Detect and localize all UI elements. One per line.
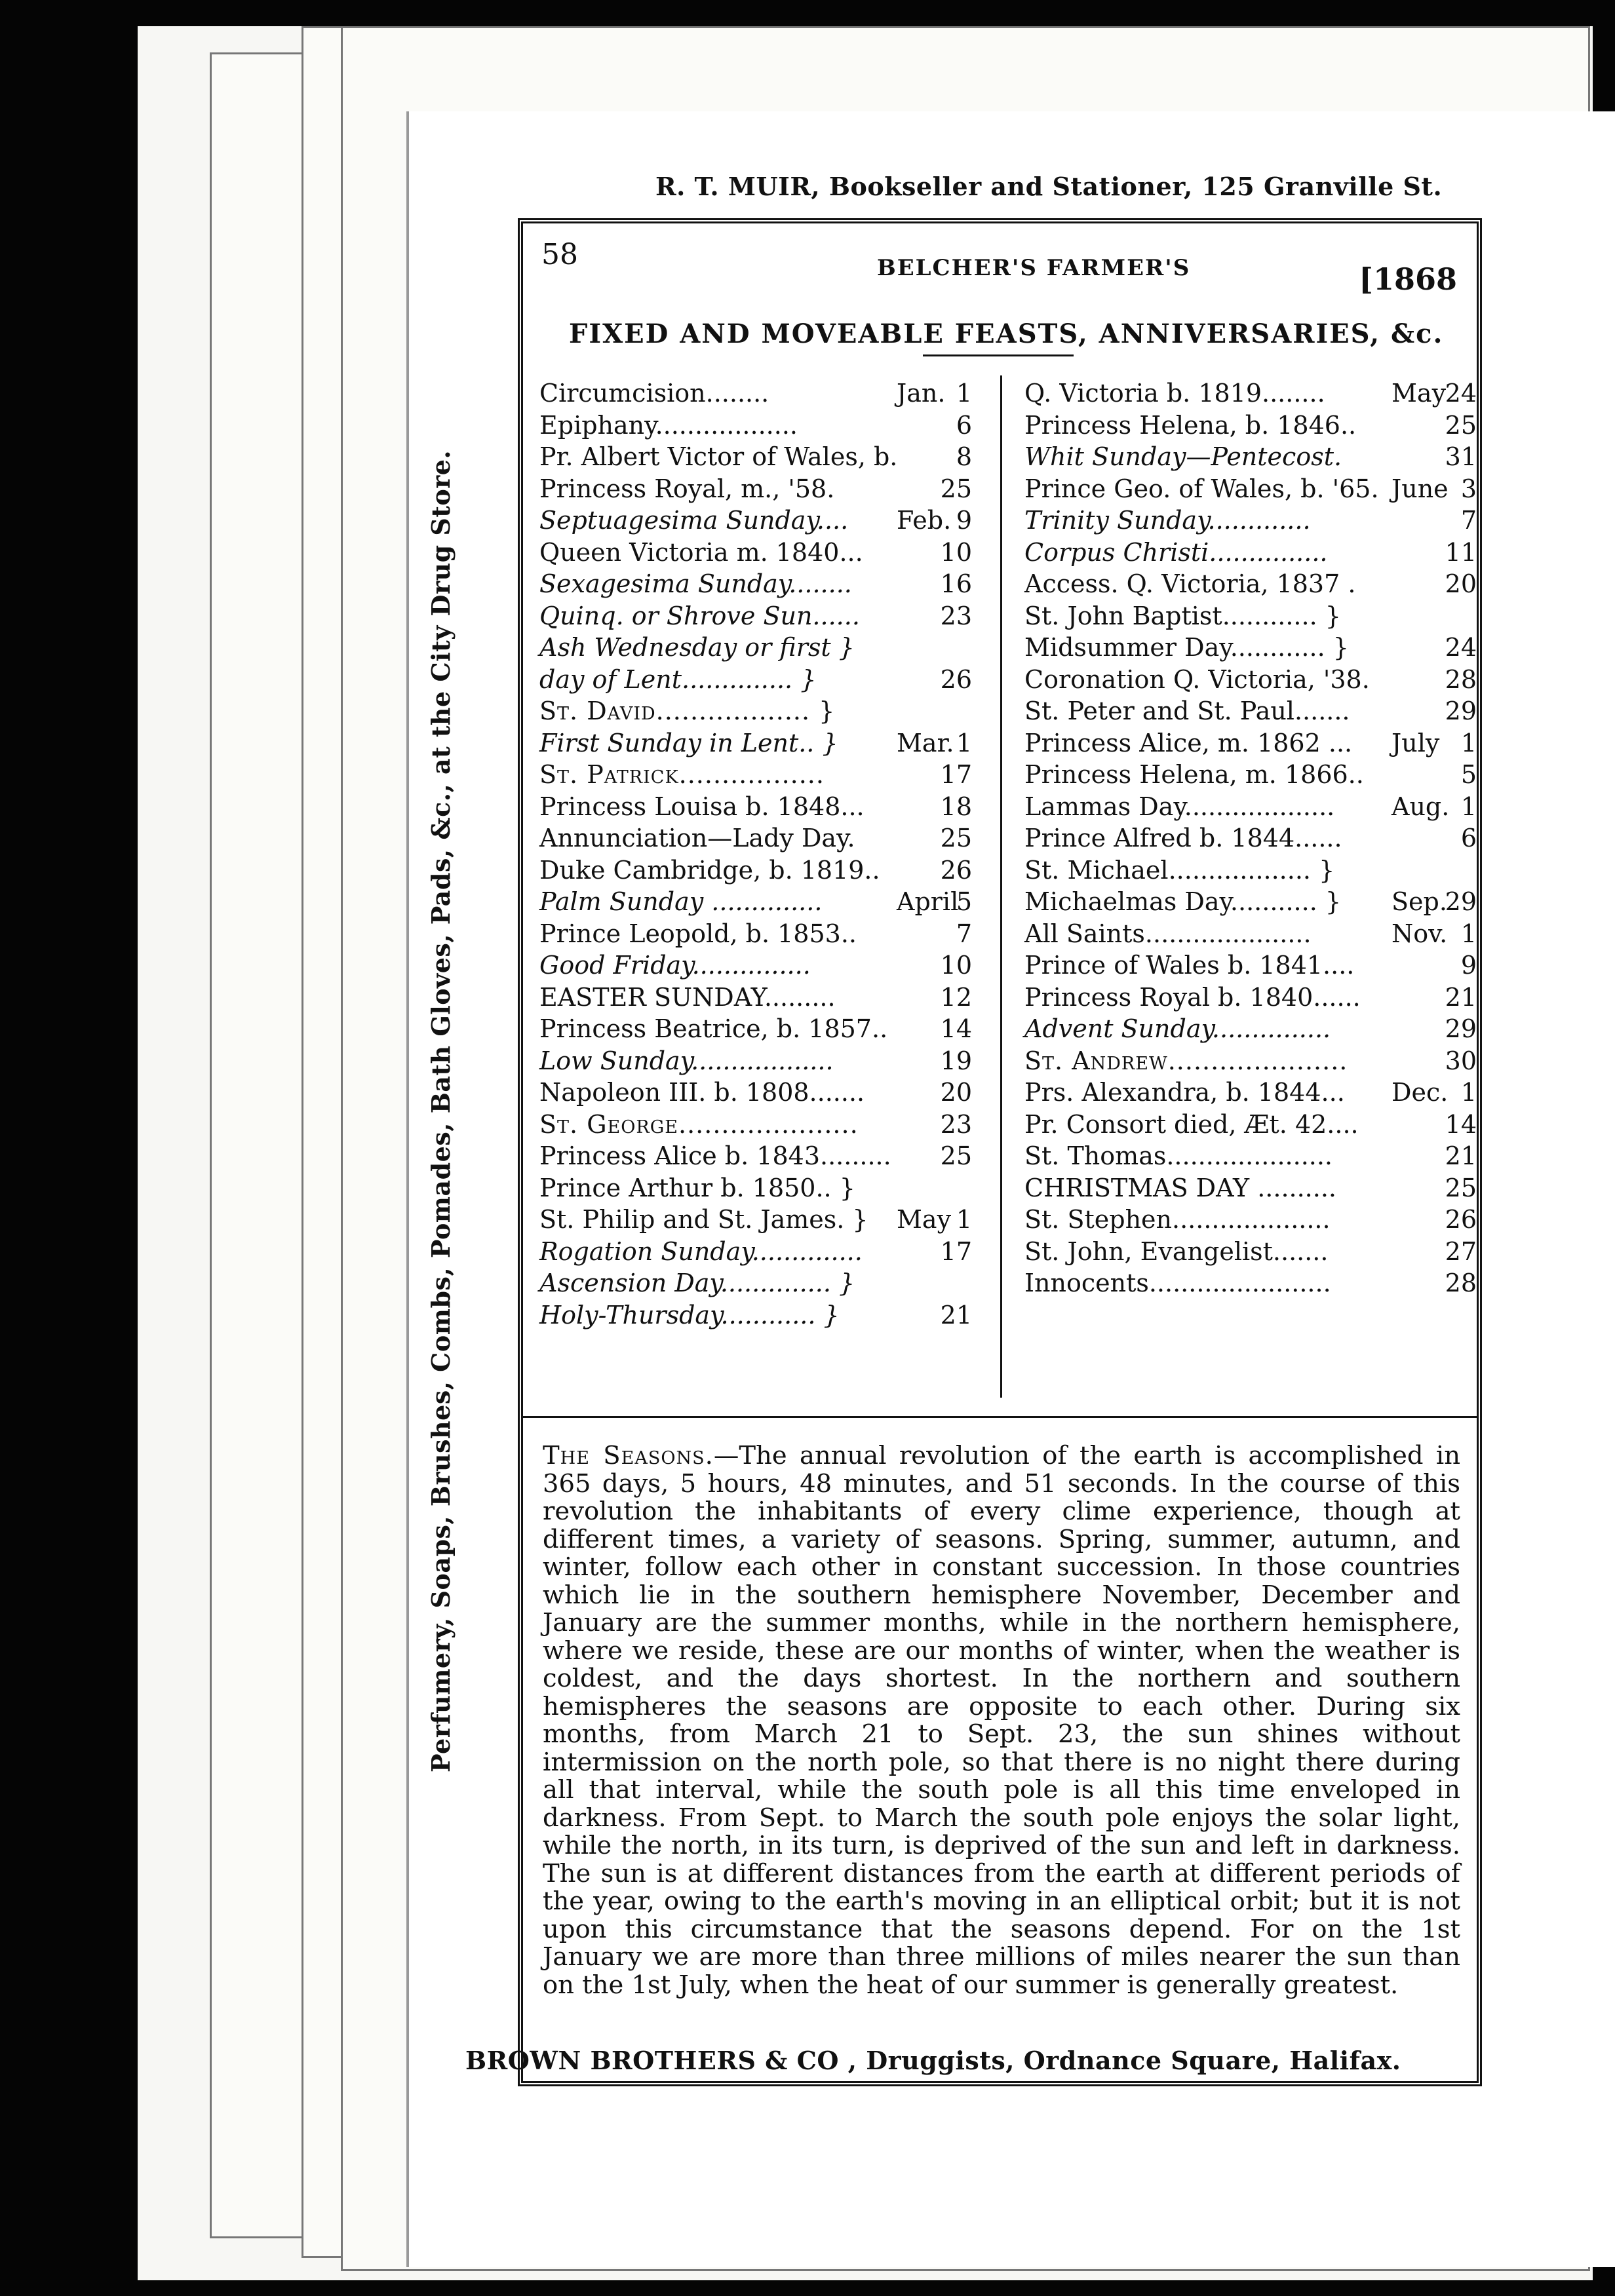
feast-entry (1024, 886, 1477, 918)
feast-day: 5 (956, 887, 972, 916)
running-header: R. T. MUIR, Bookseller and Stationer, 125 Granville St. (655, 172, 1443, 201)
feast-month: Mar. (897, 728, 954, 757)
feast-name: St. John Baptist............ } (1024, 601, 1341, 630)
feast-month: April (897, 887, 959, 916)
feast-name: Circumcision........ (539, 379, 769, 408)
feast-month: Aug. (1391, 792, 1450, 821)
feast-entry (539, 1172, 972, 1204)
feast-entry (1024, 1013, 1477, 1045)
feast-day: 10 (940, 537, 972, 567)
feast-day: 14 (940, 1014, 972, 1043)
feast-day: 19 (940, 1046, 972, 1075)
feast-name: Prs. Alexandra, b. 1844... (1024, 1078, 1345, 1107)
feast-name: Holy-Thursday............ } (539, 1300, 840, 1330)
feast-name: Ash Wednesday or first } (539, 633, 855, 662)
feast-entry (1024, 473, 1477, 505)
feast-day: 30 (1445, 1046, 1477, 1075)
feast-entry (1024, 377, 1477, 410)
feast-day: 11 (1445, 537, 1477, 567)
feast-entry (539, 791, 972, 823)
feast-entry (539, 727, 972, 759)
feast-name: Annunciation—Lady Day. (539, 824, 855, 852)
feast-name: Princess Louisa b. 1848... (539, 792, 865, 821)
feast-day: 1 (1460, 792, 1477, 821)
section-title: FIXED AND MOVEABLE FEASTS, ANNIVERSARIES, &c. (569, 318, 1444, 349)
feast-month: Sep. (1391, 887, 1447, 916)
feast-name: Pr. Albert Victor of Wales, b. (539, 442, 898, 471)
feast-month: July (1391, 728, 1440, 757)
feast-day: 7 (1460, 506, 1477, 535)
feast-entry (1024, 410, 1477, 442)
feast-day: 21 (1445, 982, 1477, 1012)
feast-name: Epiphany.................. (539, 410, 798, 440)
year-label: [1868 (1359, 261, 1457, 297)
feast-name: Septuagesima Sunday.... (539, 506, 849, 535)
feast-name: Princess Royal b. 1840...... (1024, 982, 1361, 1012)
feast-entry (539, 854, 972, 887)
feast-entry (539, 1109, 972, 1141)
feast-day: 25 (940, 1141, 972, 1170)
feast-day: 23 (940, 601, 972, 630)
feast-name: Good Friday............... (539, 951, 811, 980)
feast-name: First Sunday in Lent.. } (539, 728, 838, 757)
feast-entry (1024, 1236, 1477, 1268)
feast-day: 21 (940, 1300, 972, 1330)
feast-entry (1024, 949, 1477, 982)
feast-name: Princess Helena, m. 1866.. (1024, 760, 1364, 789)
feast-entry (539, 1045, 972, 1077)
feast-name: Prince Leopold, b. 1853.. (539, 919, 857, 948)
feast-entry (1024, 727, 1477, 759)
feast-name: St. George..................... (539, 1109, 859, 1139)
feast-day: 20 (940, 1078, 972, 1107)
feast-name: Duke Cambridge, b. 1819.. (539, 855, 880, 885)
feast-day: 12 (940, 982, 972, 1012)
feast-day: 9 (1460, 951, 1477, 980)
feast-name: Prince Geo. of Wales, b. '65. (1024, 474, 1379, 503)
seasons-paragraph (543, 1442, 1460, 1999)
feast-name: Princess Alice, m. 1862 ... (1024, 728, 1353, 757)
feast-entry (539, 1140, 972, 1172)
feast-month: June (1391, 474, 1449, 503)
feast-day: 21 (1445, 1141, 1477, 1170)
feast-entry (1024, 695, 1477, 727)
feast-name: St. Philip and St. James. } (539, 1205, 868, 1234)
feast-day: 28 (1445, 1269, 1477, 1297)
footer-advertisement: BROWN BROTHERS & CO , Druggists, Ordnance Square, Halifax. (465, 2046, 1401, 2075)
feast-entry (1024, 441, 1477, 473)
feast-entry (1024, 1204, 1477, 1236)
feast-entry (539, 632, 972, 664)
feast-day: 25 (1445, 410, 1477, 440)
feast-month: Feb. (897, 506, 952, 535)
feast-day: 7 (956, 919, 972, 948)
feast-name: Whit Sunday—Pentecost. (1024, 442, 1342, 471)
feast-entry (539, 441, 972, 473)
feast-day: 31 (1445, 442, 1477, 471)
book-title: BELCHER'S FARMER'S (877, 255, 1191, 281)
feast-day: 26 (940, 664, 972, 694)
feast-day: 8 (956, 442, 972, 471)
seasons-body: —The annual revolution of the earth is accomplished in 365 days, 5 hours, 48 minutes, and 51 seconds. In the course of this revolution the inhabitants of every clime experience, though at different times, a variety of seasons. Spring, summer, autumn, and winter, follow each other in constant succession. In those countries which lie in the southern hemisphere November, December and January are the summer months, while in the northern hemisphere, where we reside, these are our months of winter, when the weather is coldest, and the days shortest. In the northern and southern hemispheres the seasons are opposite to each other. During six months, from March 21 to Sept. 23, the sun shines without intermission on the north pole, so that there is no night there during all that interval, while the south pole is all this time enveloped in darkness. From Sept. to March the south pole enjoys the solar light, while the north, in its turn, is deprived of the sun and left in darkness. The sun is at different distances from the earth at different periods of the year, owing to the earth's moving in an elliptical orbit; but it is not upon this circumstance that the seasons depend. For on the 1st January we are more than three millions of miles nearer the sun than on the 1st July, when the heat of our summer is generally greatest. (543, 1441, 1461, 2000)
feast-name: Q. Victoria b. 1819........ (1024, 379, 1325, 408)
feast-name: Ascension Day.............. } (539, 1269, 855, 1297)
feast-day: 6 (1460, 824, 1477, 852)
feast-entry (539, 982, 972, 1014)
feast-day: 9 (956, 506, 972, 535)
feast-name: Princess Royal, m., '58. (539, 474, 835, 503)
feast-entry (539, 537, 972, 569)
vertical-advertisement: Perfumery, Soaps, Brushes, Combs, Pomades, Bath Gloves, Pads, &c., at the City Drug Store. (426, 450, 456, 1772)
feast-entry (1024, 505, 1477, 537)
feast-month: Nov. (1391, 919, 1448, 948)
feast-entry (1024, 1045, 1477, 1077)
feast-day: 3 (1460, 474, 1477, 503)
feast-name: Queen Victoria m. 1840... (539, 537, 863, 567)
feast-name: St. John, Evangelist....... (1024, 1236, 1329, 1266)
feast-entry (539, 600, 972, 632)
feast-entry (1024, 982, 1477, 1014)
feast-entry (1024, 1140, 1477, 1172)
feast-name: Prince of Wales b. 1841.... (1024, 951, 1355, 980)
feast-name: Michaelmas Day........... } (1024, 887, 1342, 916)
column-divider (1000, 375, 1002, 1398)
feast-name: St. Andrew..................... (1024, 1046, 1348, 1075)
feast-day: 25 (1445, 1173, 1477, 1202)
feast-day: 25 (940, 824, 972, 852)
feast-name: Pr. Consort died, Æt. 42.... (1024, 1109, 1359, 1139)
feast-day: 24 (1445, 379, 1477, 408)
feast-name: St. Peter and St. Paul....... (1024, 697, 1350, 725)
feast-entry (539, 1204, 972, 1236)
feast-entry (1024, 1172, 1477, 1204)
feast-entry (539, 1013, 972, 1045)
feast-name: Advent Sunday............... (1024, 1014, 1331, 1043)
feast-day: 26 (940, 855, 972, 885)
feast-entry (539, 949, 972, 982)
feast-name: day of Lent.............. } (539, 664, 817, 694)
feast-month: Jan. (897, 379, 946, 408)
feast-entry (1024, 854, 1477, 887)
feast-name: Princess Beatrice, b. 1857.. (539, 1014, 888, 1043)
feast-day: 29 (1445, 887, 1477, 916)
feast-day: 29 (1445, 697, 1477, 725)
feast-entry (539, 822, 972, 854)
feasts-left-column (539, 377, 972, 1331)
feast-day: 14 (1445, 1109, 1477, 1139)
feast-name: St. David.................. } (539, 697, 836, 725)
feast-entry (1024, 822, 1477, 854)
feast-entry (539, 695, 972, 727)
feast-entry (539, 410, 972, 442)
feast-entry (539, 1077, 972, 1109)
feast-day: 24 (1445, 633, 1477, 662)
feast-entry (539, 473, 972, 505)
seasons-lead: The Seasons. (543, 1441, 714, 1470)
feast-name: EASTER SUNDAY......... (539, 982, 836, 1012)
feast-day: 17 (940, 760, 972, 789)
feast-day: 16 (940, 569, 972, 598)
feast-day: 23 (940, 1109, 972, 1139)
feast-month: May (897, 1205, 952, 1234)
feast-name: St. Stephen.................... (1024, 1205, 1331, 1234)
feast-day: 10 (940, 951, 972, 980)
feast-month: May (1391, 379, 1447, 408)
feast-day: 18 (940, 792, 972, 821)
feast-entry (539, 1267, 972, 1299)
feast-entry (539, 918, 972, 950)
feast-name: Napoleon III. b. 1808....... (539, 1078, 865, 1107)
scan-border-left (0, 0, 138, 2296)
feast-name: St. Michael.................. } (1024, 855, 1335, 885)
feast-entry (1024, 664, 1477, 696)
feast-day: 1 (956, 379, 972, 408)
feast-entry (1024, 791, 1477, 823)
feast-day: 20 (1445, 569, 1477, 598)
feast-entry (1024, 537, 1477, 569)
feast-day: 28 (1445, 664, 1477, 694)
feast-day: 27 (1445, 1236, 1477, 1266)
feast-name: Innocents....................... (1024, 1269, 1331, 1297)
title-rule (923, 354, 1074, 356)
feasts-right-column (1024, 377, 1477, 1299)
feast-entry (1024, 632, 1477, 664)
feast-entry (1024, 759, 1477, 791)
feast-name: Princess Alice b. 1843......... (539, 1141, 891, 1170)
feast-name: Palm Sunday .............. (539, 887, 823, 916)
feast-entry (1024, 1109, 1477, 1141)
feast-name: Rogation Sunday.............. (539, 1236, 863, 1266)
feast-name: Midsummer Day............ } (1024, 633, 1349, 662)
feast-name: Corpus Christi............... (1024, 537, 1328, 567)
feast-day: 1 (1460, 919, 1477, 948)
feast-entry (1024, 600, 1477, 632)
scan-border-top (0, 0, 1615, 26)
feast-day: 1 (956, 1205, 972, 1234)
feast-entry (1024, 568, 1477, 600)
feast-month: Dec. (1391, 1078, 1449, 1107)
feast-entry (539, 568, 972, 600)
feast-entry (539, 505, 972, 537)
seasons-rule (523, 1416, 1477, 1418)
feast-entry (1024, 1267, 1477, 1299)
feast-entry (539, 664, 972, 696)
feast-entry (539, 759, 972, 791)
page-content-box (518, 218, 1482, 2086)
feast-day: 26 (1445, 1205, 1477, 1234)
feast-name: Lammas Day................... (1024, 792, 1335, 821)
feast-day: 6 (956, 410, 972, 440)
feast-entry (539, 1236, 972, 1268)
feast-name: Access. Q. Victoria, 1837 . (1024, 569, 1356, 598)
feast-entry (1024, 1077, 1477, 1109)
feast-day: 5 (1460, 760, 1477, 789)
feast-name: St. Patrick................. (539, 760, 825, 789)
feast-name: Quinq. or Shrove Sun...... (539, 601, 860, 630)
feast-name: Coronation Q. Victoria, '38. (1024, 664, 1370, 694)
feast-name: Prince Arthur b. 1850.. } (539, 1173, 855, 1202)
feast-day: 1 (1460, 728, 1477, 757)
feast-name: All Saints..................... (1024, 919, 1312, 948)
feast-entry (539, 886, 972, 918)
feast-day: 17 (940, 1236, 972, 1266)
feast-name: St. Thomas..................... (1024, 1141, 1333, 1170)
feast-name: Trinity Sunday............. (1024, 506, 1311, 535)
feast-name: Princess Helena, b. 1846.. (1024, 410, 1357, 440)
feast-name: Sexagesima Sunday........ (539, 569, 852, 598)
feast-day: 25 (940, 474, 972, 503)
feast-entry (1024, 918, 1477, 950)
feast-entry (539, 1299, 972, 1331)
feast-name: CHRISTMAS DAY .......... (1024, 1173, 1337, 1202)
feast-day: 1 (956, 728, 972, 757)
page-number: 58 (541, 238, 578, 271)
feast-day: 29 (1445, 1014, 1477, 1043)
feast-day: 1 (1460, 1078, 1477, 1107)
feast-entry (539, 377, 972, 410)
feast-name: Low Sunday.................. (539, 1046, 834, 1075)
feast-name: Prince Alfred b. 1844...... (1024, 824, 1342, 852)
